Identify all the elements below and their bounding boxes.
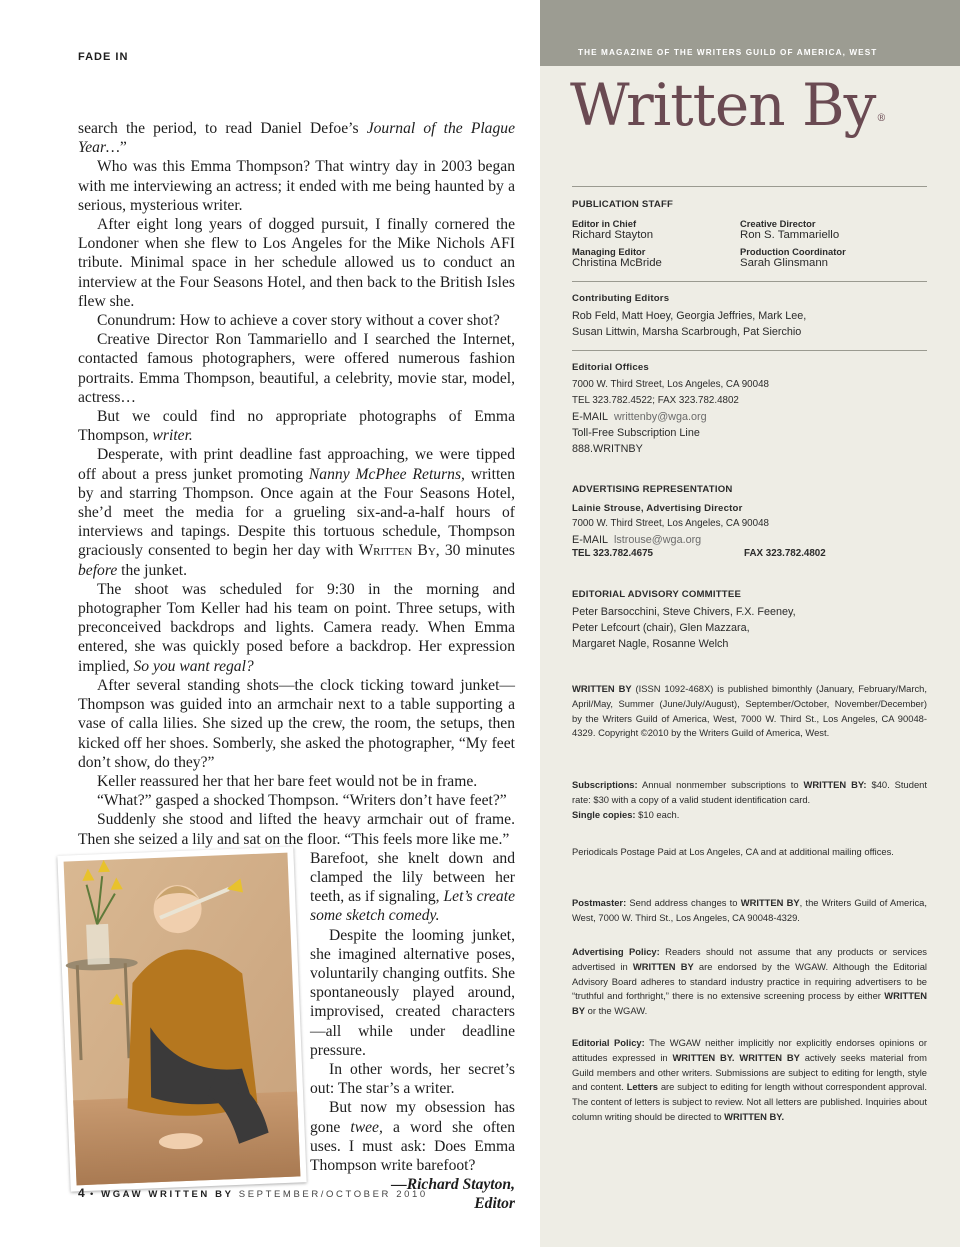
masthead-sidebar	[540, 0, 960, 1247]
advertising-director: Lainie Strouse, Advertising Director	[572, 503, 743, 514]
paragraph: Desperate, with print deadline fast approaching, we were tipped off about a press junket promoting Nanny McPhee Returns, written by and starring Thompson. Once again at the Four Seasons Hotel, she’d meet the media for a grueling six-and-a-half hours of interviews and tapings. Despite this tortuous schedule, Thompson graciously consented to begin her day with Written By, 30 minutes before the junket.	[78, 446, 515, 579]
editorial-article	[78, 119, 515, 1214]
divider	[572, 350, 927, 351]
paragraph: But now my obsession has gone twee, a word she often uses. I must ask: Does Emma Thompson write barefoot?	[310, 1099, 516, 1174]
advertising-tel: TEL 323.782.4675	[572, 548, 653, 559]
editorial-advisory-committee	[572, 589, 927, 652]
emma-thompson-photo	[57, 846, 306, 1191]
offices-heading: Editorial Offices	[572, 362, 649, 373]
magazine-tagline: THE MAGAZINE OF THE WRITERS GUILD OF AMERICA, WEST	[578, 48, 878, 57]
advertising-email-row: E-MAIL lstrouse@wga.org	[572, 534, 702, 546]
staff-heading: PUBLICATION STAFF	[572, 199, 674, 210]
editorial-offices	[572, 362, 927, 457]
paragraph: After eight long years of dogged pursuit, I finally cornered the Londoner when she flew to Los Angeles for the Mike Nichols AFI tribute. Minimal space in her schedule allowed us to conduct an interview at the Four Seasons Hotel, and then back to the British Isles flew she.	[78, 216, 515, 310]
paragraph: Despite the looming junket, she imagined alternative poses, voluntarily changing outfits. She spontaneously played around, improvised, created characters—all while under deadline pressure.	[310, 926, 515, 1059]
written-by-logo: Written By®	[570, 71, 886, 139]
contributing-line: Susan Littwin, Marsha Scarbrough, Pat Sierchio	[572, 326, 802, 338]
paragraph: Suddenly she stood and lifted the heavy armchair out of frame. Then she seized a lily and sat on the floor. “This feels more like me.”	[78, 811, 515, 848]
staff-member: Production Coordinator Sarah Glinsmann	[740, 246, 846, 269]
advertising-policy: Advertising Policy: Readers should not assume that any products or services advertised in WRITTEN BY are endorsed by the WGAW. Although the Editorial Advisory Board adheres to standard industry practice in requiring advertisers to be “truthful and forthright,” there is no extensive screening process by either WRITTEN BY or the WGAW.	[572, 946, 927, 1017]
subscription-label: Toll-Free Subscription Line	[572, 427, 700, 439]
advertising-fax: FAX 323.782.4802	[744, 548, 826, 559]
paragraph: search the period, to read Daniel Defoe’s Journal of the Plague Year…”	[78, 120, 515, 157]
paragraph: Barefoot, she knelt down and clamped the lily between her teeth, as if signaling, Let’s create some sketch comedy.	[310, 849, 515, 925]
paragraph: Conundrum: How to achieve a cover story without a cover shot?	[97, 312, 500, 330]
offices-email-row: E-MAIL writtenby@wga.org	[572, 411, 707, 423]
paragraph: In other words, her secret’s out: The star’s a writer.	[310, 1060, 515, 1098]
subscriptions-notice: Subscriptions: Annual nonmember subscriptions to WRITTEN BY: $40. Student rate: $30 with a copy of a valid student identification card. Single copies: $10 each.	[572, 779, 927, 820]
subscription-number: 888.WRITNBY	[572, 443, 643, 455]
postmaster-notice: Postmaster: Send address changes to WRITTEN BY, the Writers Guild of America, West, 7000 W. Third St., Los Angeles, CA 90048-4329.	[572, 897, 927, 923]
advertising-email-link[interactable]: lstrouse@wga.org	[614, 534, 702, 546]
divider	[572, 281, 927, 282]
editorial-policy: Editorial Policy: The WGAW neither implicitly nor explicitly endorses opinions or attitudes expressed in WRITTEN BY. WRITTEN BY actively seeks material from Guild members and other writers. Submissions are subject to editing for length, style and content. Letters are subject to editing for length without correspondent approval. The content of letters is subject to review. Not all letters are published. Inquiries about column writing should be directed to WRITTEN BY.	[572, 1037, 927, 1122]
contributing-heading: Contributing Editors	[572, 293, 670, 304]
publication-notice: WRITTEN BY (ISSN 1092-468X) is published bimonthly (January, February/March, April/May, Summer (June/July/August), September/October, November/December) by the Writers Guild of America, West, 7000 W. Third St., Los Angeles, CA 90048-4329. Copyright ©2010 by the Writers Guild of America, West.	[572, 683, 927, 739]
advisory-line: Peter Barsocchini, Steve Chivers, F.X. Feeney,	[572, 606, 796, 618]
page-footer	[78, 1186, 428, 1200]
divider	[572, 186, 927, 187]
paragraph: The shoot was scheduled for 9:30 in the morning and photographer Tom Keller had his team on point. Three setups, with preconceived backdrops and lights. Camera ready. When Emma entered, she was quickly posed before a backdrop. Her expression implied, So you want regal?	[78, 580, 515, 675]
paragraph: Who was this Emma Thompson? That wintry day in 2003 began with me interviewing an actress; it ended with me being haunted by a serious, mysterious writer.	[78, 158, 515, 214]
advertising-phone-row	[572, 548, 927, 559]
section-label: FADE IN	[78, 51, 129, 63]
advertising-representation	[572, 484, 927, 559]
advisory-line: Peter Lefcourt (chair), Glen Mazzara,	[572, 622, 750, 634]
paragraph: “What?” gasped a shocked Thompson. “Writers don’t have feet?”	[97, 792, 507, 810]
staff-member: Creative Director Ron S. Tammariello	[740, 218, 840, 241]
advertising-address: 7000 W. Third Street, Los Angeles, CA 90048	[572, 518, 769, 529]
footer-issue-date: SEPTEMBER/OCTOBER 2010	[238, 1189, 428, 1200]
footer-bullet: •	[89, 1189, 96, 1200]
staff-member: Editor in Chief Richard Stayton	[572, 218, 654, 241]
contributing-editors	[572, 293, 927, 340]
publication-staff	[572, 199, 927, 270]
offices-phone: TEL 323.782.4522; FAX 323.782.4802	[572, 395, 739, 406]
paragraph: But we could find no appropriate photographs of Emma Thompson, writer.	[78, 408, 515, 445]
photo-wrap-zone	[78, 849, 515, 1214]
page-number: 4	[78, 1186, 85, 1200]
staff-member: Managing Editor Christina McBride	[572, 246, 662, 269]
footer-publication: WGAW WRITTEN BY	[101, 1189, 234, 1200]
paragraph: Keller reassured her that her bare feet would not be in frame.	[97, 772, 478, 790]
advisory-line: Margaret Nagle, Rosanne Welch	[572, 638, 729, 650]
contributing-line: Rob Feld, Matt Hoey, Georgia Jeffries, Mark Lee,	[572, 310, 807, 322]
signature-title: Editor	[474, 1195, 515, 1213]
signature-name: —Richard Stayton,	[391, 1176, 515, 1194]
offices-email-link[interactable]: writtenby@wga.org	[614, 411, 707, 423]
periodicals-notice: Periodicals Postage Paid at Los Angeles, CA and at additional mailing offices.	[572, 846, 894, 857]
advisory-heading: EDITORIAL ADVISORY COMMITTEE	[572, 589, 742, 600]
paragraph: After several standing shots—the clock ticking toward junket—Thompson was guided into an armchair next to a table supporting a vase of calla lilies. She sized up the crew, the room, the setups, then kicked off her shoes. Somberly, she asked the photographer, “My feet don’t show, do they?”	[78, 676, 515, 771]
paragraph: Creative Director Ron Tammariello and I searched the Internet, contacted famous photographers, were offered numerous fashion portraits. Emma Thompson, beautiful, a celebrity, movie star, model, actress…	[78, 331, 515, 406]
advertising-heading: ADVERTISING REPRESENTATION	[572, 484, 733, 495]
offices-address: 7000 W. Third Street, Los Angeles, CA 90048	[572, 379, 769, 390]
